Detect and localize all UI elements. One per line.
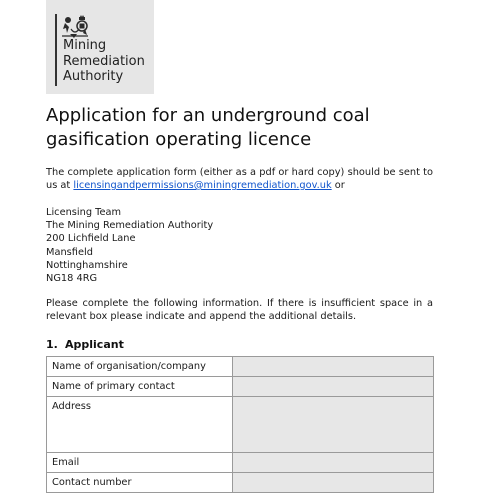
organisation-name-field[interactable] xyxy=(233,357,434,377)
page-title: Application for an underground coal gasification operating licence xyxy=(46,105,370,150)
section-number: 1. xyxy=(46,338,58,351)
address-line: The Mining Remediation Authority xyxy=(46,220,214,232)
instruction-paragraph: Please complete the following information. If there is insufficient space in a relevant box please indicate and append the additional details. xyxy=(46,298,433,322)
field-label: Contact number xyxy=(47,473,233,493)
field-label: Name of organisation/company xyxy=(47,357,233,377)
email-field[interactable] xyxy=(233,453,434,473)
address-line: 200 Lichfield Lane xyxy=(46,233,136,245)
table-row xyxy=(47,397,434,453)
table-row xyxy=(47,453,434,473)
intro-paragraph xyxy=(46,166,433,192)
primary-contact-field[interactable] xyxy=(233,377,434,397)
address-line: NG18 4RG xyxy=(46,273,98,285)
mra-logo xyxy=(46,0,154,94)
field-label: Email xyxy=(47,453,233,473)
table-row xyxy=(47,377,434,397)
table-row xyxy=(47,357,434,377)
address-line: Licensing Team xyxy=(46,207,122,218)
address-line: Nottinghamshire xyxy=(46,259,128,271)
email-link[interactable]: licensingandpermissions@miningremediation.gov.uk xyxy=(73,180,332,191)
postal-address xyxy=(46,206,213,285)
section-heading-applicant xyxy=(46,338,124,351)
address-field[interactable] xyxy=(233,397,434,453)
section-title: Applicant xyxy=(65,338,124,351)
applicant-form-table xyxy=(46,356,434,493)
field-label: Name of primary contact xyxy=(47,377,233,397)
field-label: Address xyxy=(47,397,233,453)
royal-crest-icon xyxy=(60,13,90,39)
intro-text: The complete application form (either as a pdf or hard copy) should be sent to us at xyxy=(46,167,433,191)
table-row xyxy=(47,473,434,493)
address-line: Mansfield xyxy=(46,246,93,258)
logo-divider xyxy=(55,14,57,86)
logo-wordmark: Mining Remediation Authority xyxy=(63,38,145,84)
contact-number-field[interactable] xyxy=(233,473,434,493)
intro-suffix: or xyxy=(334,180,345,191)
